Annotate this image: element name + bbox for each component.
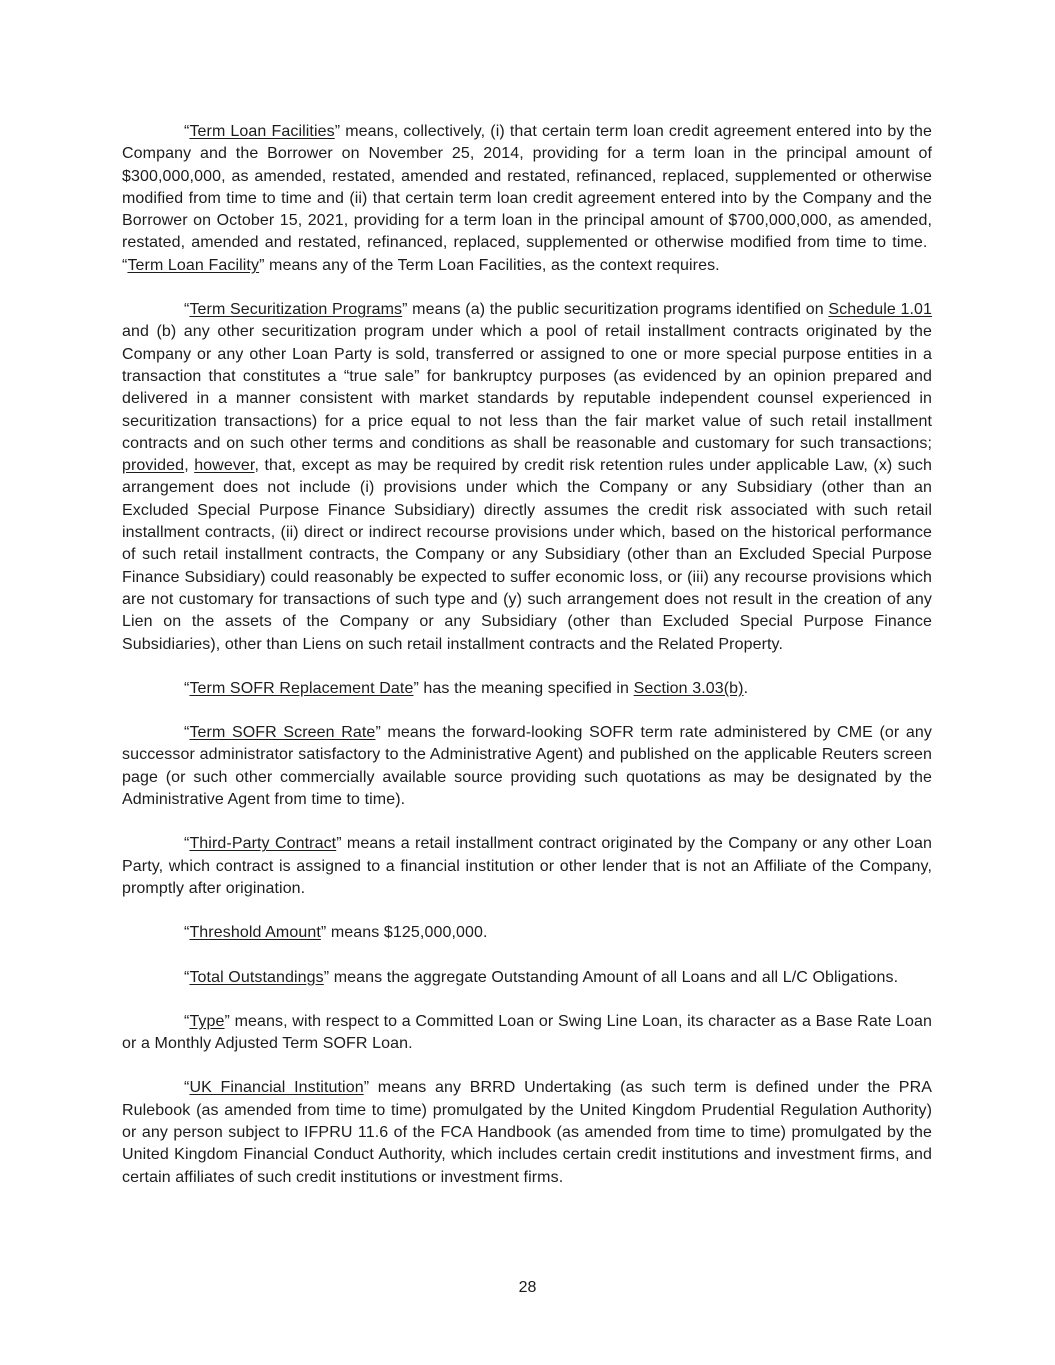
paragraph-term-sofr-replacement-date bbox=[122, 678, 932, 700]
defined-term: Term Securitization Programs bbox=[189, 301, 403, 319]
text-run: “ bbox=[184, 968, 190, 986]
defined-term: Threshold Amount bbox=[189, 924, 321, 942]
defined-term: Type bbox=[189, 1012, 225, 1030]
paragraph-third-party-contract bbox=[122, 833, 932, 900]
defined-term: UK Financial Institution bbox=[189, 1079, 364, 1097]
text-run: ” means the forward-looking SOFR term rate administered by CME (or any successor administrator satisfactory to the Administrative Agent) and published on the applicable Reuters screen page (or such other commercially available source providing such quotations as may be designated by the Administrative Agent from time to time). bbox=[122, 724, 932, 809]
text-run: “ bbox=[184, 835, 190, 853]
text-run: , bbox=[184, 457, 195, 475]
text-run: ” means the aggregate Outstanding Amount of all Loans and all L/C Obligations. bbox=[323, 968, 899, 986]
text-run: “ bbox=[184, 1012, 190, 1030]
text-run: ” means, collectively, (i) that certain term loan credit agreement entered into by the Company and the Borrower on November 25, 2014, providing for a term loan in the principal amount of $300,000,000, as amended, restated, amended and restated, refinanced, replaced, supplemented or otherwise modified from time to time and (ii) that certain term loan credit agreement entered into by the Company and the Borrower on October 15, 2021, providing for a term loan in the principal amount of $700,000,000, as amended, restated, amended and restated, refinanced, replaced, supplemented or otherwise modified from time to time. “ bbox=[122, 123, 932, 274]
defined-term: Term Loan Facilities bbox=[189, 123, 335, 140]
text-run: “ bbox=[184, 679, 190, 697]
document-body bbox=[122, 121, 932, 1211]
defined-term: Section 3.03(b) bbox=[633, 679, 744, 697]
text-run: ” has the meaning specified in bbox=[413, 679, 634, 697]
paragraph-uk-financial-institution bbox=[122, 1077, 932, 1188]
text-run: “ bbox=[184, 924, 190, 942]
paragraph-threshold-amount bbox=[122, 922, 932, 944]
text-run: “ bbox=[184, 1079, 190, 1097]
paragraph-type bbox=[122, 1011, 932, 1056]
text-run: “ bbox=[184, 123, 190, 140]
defined-term: provided bbox=[122, 457, 185, 475]
text-run: “ bbox=[184, 301, 190, 319]
text-run: , that, except as may be required by credit risk retention rules under applicable Law, (x) such arrangement does not include (i) provisions under which the Company or any Subsidiary (other than an Excluded Special Purpose Finance Subsidiary) directly assumes the credit risk associated with such retail installment contracts, (ii) direct or indirect recourse provisions under which, based on the historical performance of such retail installment contracts, the Company or any Subsidiary (other than an Excluded Special Purpose Finance Subsidiary) could reasonably be expected to suffer economic loss, or (iii) any recourse provisions which are not customary for transactions of such type and (y) such arrangement does not result in the creation of any Lien on the assets of the Company or any Subsidiary (other than Excluded Special Purpose Finance Subsidiaries), other than Liens on such retail installment contracts and the Related Property. bbox=[122, 457, 933, 653]
text-run: ” means any of the Term Loan Facilities, as the context requires. bbox=[259, 256, 720, 274]
defined-term: Schedule 1.01 bbox=[828, 301, 932, 319]
defined-term: Term SOFR Replacement Date bbox=[189, 679, 414, 697]
defined-term: Term SOFR Screen Rate bbox=[189, 724, 376, 742]
defined-term: however bbox=[194, 457, 255, 475]
text-run: “ bbox=[184, 724, 190, 742]
text-run: ” means (a) the public securitization programs identified on bbox=[402, 301, 829, 319]
defined-term: Term Loan Facility bbox=[127, 256, 260, 274]
text-run: ” means, with respect to a Committed Loan or Swing Line Loan, its character as a Base Rate Loan or a Monthly Adjusted Term SOFR Loan. bbox=[122, 1012, 932, 1053]
paragraph-total-outstandings bbox=[122, 967, 932, 989]
text-run: and (b) any other securitization program under which a pool of retail installment contracts originated by the Company or any other Loan Party is sold, transferred or assigned to one or more special purpose entities in a transaction that constitutes a “true sale” for bankruptcy purposes (as evidenced by an opinion prepared and delivered in a manner consistent with market standards by reputable independent counsel experienced in securitization transactions) for a price equal to not less than the fair market value of such retail installment contracts and on such other terms and conditions as shall be reasonable and customary for such transactions; bbox=[122, 323, 932, 452]
text-run: ” means a retail installment contract originated by the Company or any other Loan Party, which contract is assigned to a financial institution or other lender that is not an Affiliate of the Company, promptly after origination. bbox=[122, 835, 932, 897]
text-run: ” means any BRRD Undertaking (as such term is defined under the PRA Rulebook (as amended from time to time) promulgated by the United Kingdom Prudential Regulation Authority) or any person subject to IFPRU 11.6 of the FCA Handbook (as amended from time to time) promulgated by the United Kingdom Financial Conduct Authority, which includes certain credit institutions and investment firms, and certain affiliates of such credit institutions or investment firms. bbox=[122, 1079, 932, 1186]
text-run: . bbox=[743, 679, 749, 697]
paragraph-term-securitization-programs bbox=[122, 299, 932, 656]
defined-term: Total Outstandings bbox=[189, 968, 324, 986]
paragraph-term-loan-facilities bbox=[122, 121, 932, 277]
paragraph-term-sofr-screen-rate bbox=[122, 722, 932, 811]
defined-term: Third-Party Contract bbox=[189, 835, 337, 853]
page-number: 28 bbox=[518, 1279, 537, 1296]
text-run: ” means $125,000,000. bbox=[320, 924, 488, 942]
